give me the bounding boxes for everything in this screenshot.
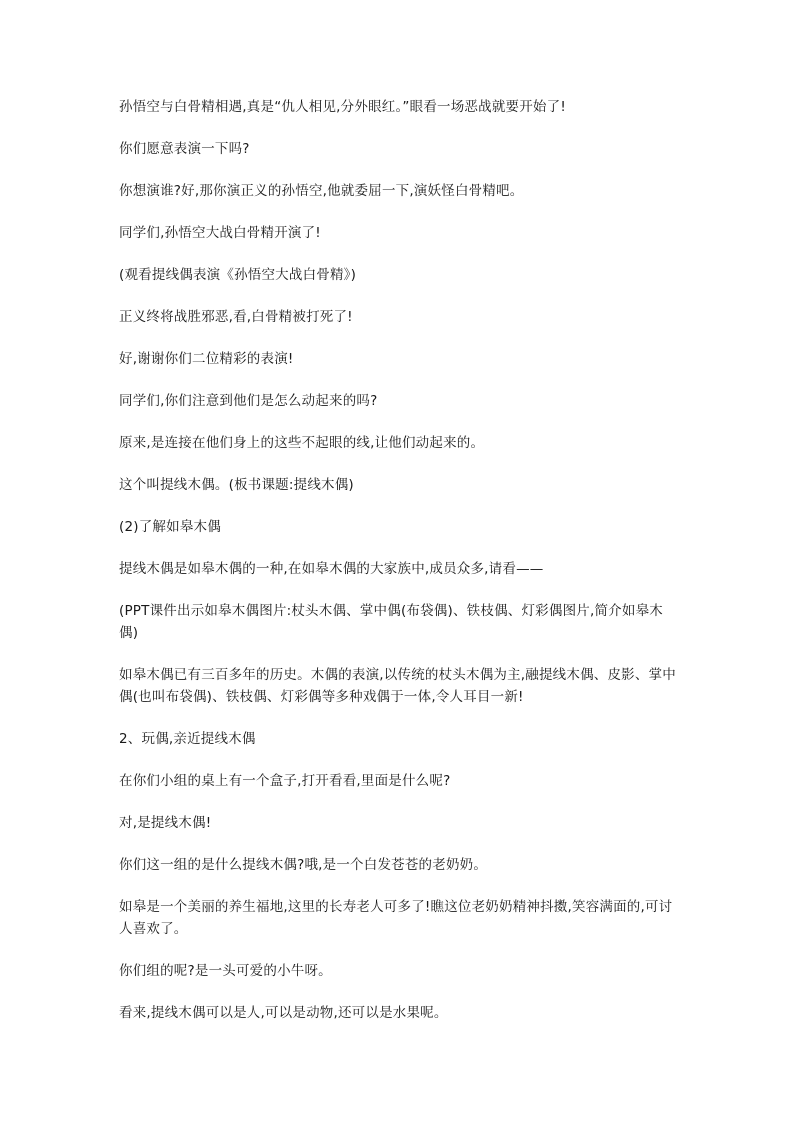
paragraph: (观看提线偶表演《孙悟空大战白骨精》) <box>119 267 357 283</box>
paragraph: 你想演谁?好,那你演正义的孙悟空,他就委屈一下,演妖怪白骨精吧。 <box>119 183 524 199</box>
paragraph: 正义终将战胜邪恶,看,白骨精被打死了! <box>119 309 353 325</box>
paragraph: 你们愿意表演一下吗? <box>119 141 250 157</box>
paragraph: 这个叫提线木偶。(板书课题:提线木偶) <box>119 477 354 493</box>
paragraph: 提线木偶是如皋木偶的一种,在如皋木偶的大家族中,成员众多,请看—— <box>119 561 544 577</box>
paragraph: 好,谢谢你们二位精彩的表演! <box>119 351 294 367</box>
paragraph: 孙悟空与白骨精相遇,真是“仇人相见,分外眼红。”眼看一场恶战就要开始了! <box>119 99 566 115</box>
document-body <box>119 96 679 1044</box>
paragraph: 同学们,孙悟空大战白骨精开演了! <box>119 225 321 241</box>
paragraph: 你们这一组的是什么提线木偶?哦,是一个白发苍苍的老奶奶。 <box>119 857 488 873</box>
paragraph: 如皋木偶已有三百多年的历史。木偶的表演,以传统的杖头木偶为主,融提线木偶、皮影、掌中偶(也叫布袋偶)、铁枝偶、灯彩偶等多种戏偶于一体,令人耳目一新! <box>119 667 676 705</box>
paragraph: 看来,提线木偶可以是人,可以是动物,还可以是水果呢。 <box>119 1005 448 1021</box>
section-heading: 2、玩偶,亲近提线木偶 <box>119 731 256 747</box>
paragraph: 如皋是一个美丽的养生福地,这里的长寿老人可多了!瞧这位老奶奶精神抖擞,笑容满面的,可讨人喜欢了。 <box>119 899 673 937</box>
paragraph: 对,是提线木偶! <box>119 815 212 831</box>
section-heading: (2)了解如皋木偶 <box>119 519 221 535</box>
paragraph: 你们组的呢?是一头可爱的小牛呀。 <box>119 963 332 979</box>
paragraph: 原来,是连接在他们身上的这些不起眼的线,让他们动起来的。 <box>119 435 485 451</box>
paragraph: 在你们小组的桌上有一个盒子,打开看看,里面是什么呢? <box>119 773 451 789</box>
paragraph: (PPT课件出示如皋木偶图片:杖头木偶、掌中偶(布袋偶)、铁枝偶、灯彩偶图片,简介如皋木偶) <box>119 603 663 641</box>
paragraph: 同学们,你们注意到他们是怎么动起来的吗? <box>119 393 378 409</box>
